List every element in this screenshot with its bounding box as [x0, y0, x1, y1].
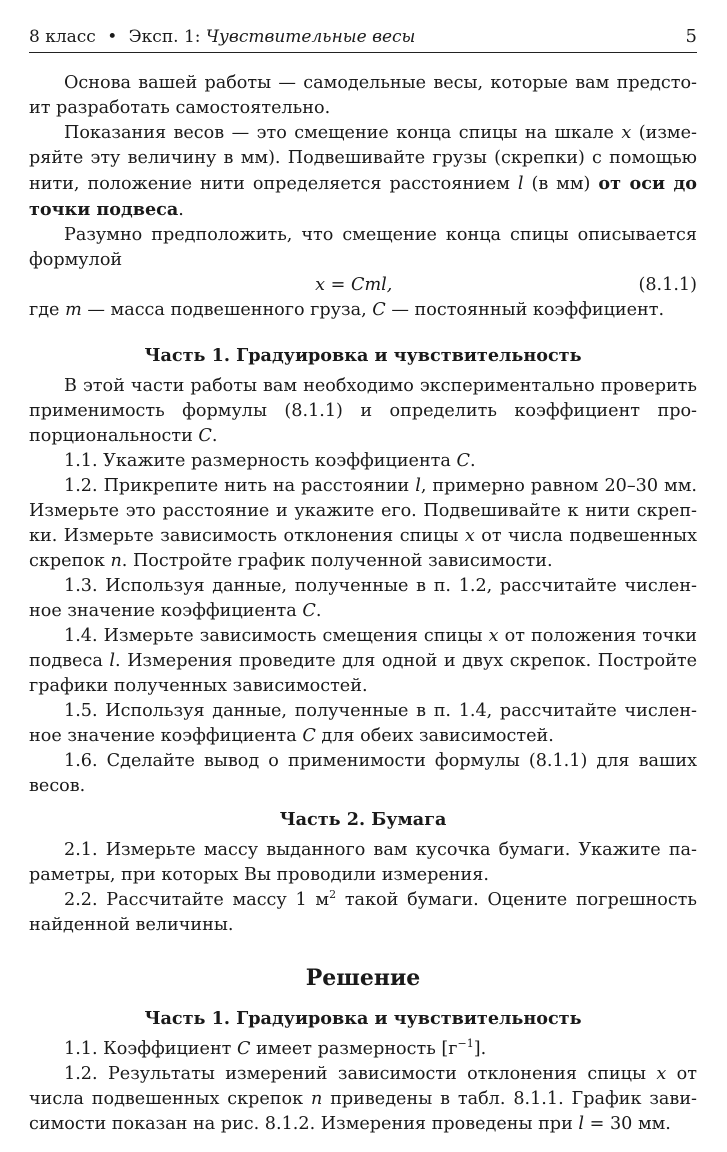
- part1-intro-text: В этой части работы вам необходимо экспериментально проверить применимость формулы (8.1.1) и определить коэффициент пропорциональности: [29, 376, 697, 446]
- solution-1-2-eq: = 30 мм.: [584, 1114, 671, 1134]
- header-grade: 8 класс: [29, 27, 96, 47]
- task-2-1: [29, 838, 697, 888]
- math-c: C: [302, 601, 316, 621]
- task-1-2-text-c: от числа подвешенных скрепок: [29, 526, 697, 571]
- task-2-2: [29, 888, 697, 938]
- part2-heading: Часть 2. Бумага: [279, 809, 447, 830]
- math-c: C: [237, 1039, 251, 1059]
- intro-p2-text-b: (измеряйте эту величину в мм). Подвешивайте грузы (скрепки) с помощью нити, положение нити определяется расстоянием: [29, 123, 697, 194]
- intro-p4-text-d: — постоянный коэффициент.: [385, 300, 665, 320]
- task-1-4-text-a: 1.4. Измерьте зависимость смещения спицы: [64, 626, 489, 646]
- header-bullet: •: [107, 27, 118, 47]
- task-1-1-text: 1.1. Укажите размерность коэффициента: [64, 451, 457, 471]
- intro-p2-text-c: (в мм): [523, 174, 599, 194]
- solution-1-2-text-a: 1.2. Результаты измерений зависимости отклонения спицы: [64, 1064, 657, 1084]
- solution-1-1-text-a: 1.1. Коэффициент: [64, 1039, 237, 1059]
- intro-p2-bold: от оси до точки подвеса: [29, 173, 697, 220]
- math-x: x: [464, 526, 475, 546]
- superscript-2: 2: [329, 888, 337, 901]
- task-1-3-end: .: [315, 601, 322, 621]
- intro-paragraph-2: [29, 121, 697, 223]
- math-c: C: [456, 451, 470, 471]
- math-c: C: [302, 726, 316, 746]
- intro-p3-text: Разумно предположить, что смещение конца спицы описывается формулой: [29, 225, 697, 270]
- body-text: [29, 71, 697, 1137]
- math-n: n: [310, 1089, 323, 1109]
- formula-number: (8.1.1): [638, 275, 697, 295]
- task-2-2-text-b: такой бумаги. Оцените погрешность найденной величины.: [29, 890, 697, 935]
- intro-p4-text-b: — масса подвешенного груза,: [81, 300, 373, 320]
- math-l: l: [415, 476, 421, 496]
- part1-heading: Часть 1. Градуировка и чувствительность: [144, 345, 582, 366]
- part1-intro-end: .: [211, 426, 218, 446]
- task-2-1-text: 2.1. Измерьте массу выданного вам кусочка бумаги. Укажите параметры, при которых Вы проводили измерения.: [29, 840, 697, 885]
- solution-1-1: [29, 1037, 697, 1062]
- math-l: l: [578, 1114, 585, 1134]
- task-1-3-text: 1.3. Используя данные, полученные в п. 1.2, рассчитайте численное значение коэффициента: [29, 576, 697, 621]
- math-l: l: [109, 651, 116, 671]
- intro-p1-text: Основа вашей работы — самодельные весы, которые вам предстоит разработать самостоятельно.: [29, 73, 697, 118]
- solution-1-2-text-c: приведены в табл. 8.1.1. График зависимости показан на рис. 8.1.2. Измерения проведены при: [29, 1089, 697, 1134]
- task-1-6: [29, 749, 697, 799]
- math-c: C: [198, 426, 212, 446]
- intro-paragraph-1: [29, 71, 697, 121]
- math-c: C: [372, 300, 386, 320]
- math-l: l: [517, 174, 524, 194]
- task-1-2-text-a: 1.2. Прикрепите нить на расстоянии: [64, 476, 416, 496]
- task-1-3: [29, 574, 697, 624]
- math-x: x: [488, 626, 499, 646]
- math-m: m: [65, 300, 82, 320]
- solution-1-2: [29, 1062, 697, 1137]
- intro-p4-text-a: где: [29, 300, 66, 320]
- running-header: [29, 26, 697, 53]
- intro-paragraph-3: [29, 223, 697, 273]
- task-1-2-text-b: , примерно равном 20–30 мм. Измерьте это расстояние и укажите его. Подвешивайте к нити скрепки. Измерьте зависимость отклонения спицы: [29, 476, 697, 546]
- task-1-2-text-d: . Постройте график полученной зависимости.: [121, 551, 553, 571]
- header-left: [29, 26, 415, 48]
- header-exp: Эксп. 1:: [128, 27, 201, 47]
- task-1-2: [29, 474, 697, 574]
- solution-1-1-end: ].: [473, 1039, 487, 1059]
- header-title: Чувствительные весы: [205, 27, 416, 47]
- math-x: x: [621, 123, 632, 143]
- formula-expression: x = Cml,: [315, 275, 393, 295]
- task-1-4: [29, 624, 697, 699]
- solution-1-2-text-b: от числа подвешенных скрепок: [29, 1064, 697, 1109]
- intro-p2-text-a: Показания весов — это смещение конца спицы на шкале: [64, 123, 622, 143]
- part1-intro: [29, 374, 697, 449]
- task-1-1: [29, 449, 697, 474]
- solution-1-1-text-b: имеет размерность [г: [250, 1039, 458, 1059]
- solution-heading: Решение: [305, 965, 421, 991]
- task-1-4-text-c: . Измерения проведите для одной и двух скрепок. Постройте графики полученных зависимостей.: [29, 651, 698, 696]
- math-n: n: [110, 551, 122, 571]
- task-1-5: [29, 699, 697, 749]
- intro-p2-end: .: [178, 200, 184, 220]
- task-1-5-text-b: для обеих зависимостей.: [315, 726, 554, 746]
- page-number: 5: [685, 26, 697, 47]
- math-x: x: [656, 1064, 667, 1084]
- task-1-5-text-a: 1.5. Используя данные, полученные в п. 1.4, рассчитайте численное значение коэффициента: [29, 701, 697, 746]
- superscript-minus-1: −1: [457, 1037, 474, 1050]
- task-1-4-text-b: от положения точки подвеса: [29, 626, 697, 671]
- formula-8-1-1: [29, 273, 697, 298]
- task-2-2-text-a: 2.2. Рассчитайте массу 1 м: [64, 890, 330, 910]
- solution-part1-heading: Часть 1. Градуировка и чувствительность: [144, 1008, 582, 1029]
- intro-paragraph-4: [29, 298, 697, 323]
- task-1-6-text: 1.6. Сделайте вывод о применимости формулы (8.1.1) для ваших весов.: [29, 751, 697, 796]
- task-1-1-end: .: [469, 451, 476, 471]
